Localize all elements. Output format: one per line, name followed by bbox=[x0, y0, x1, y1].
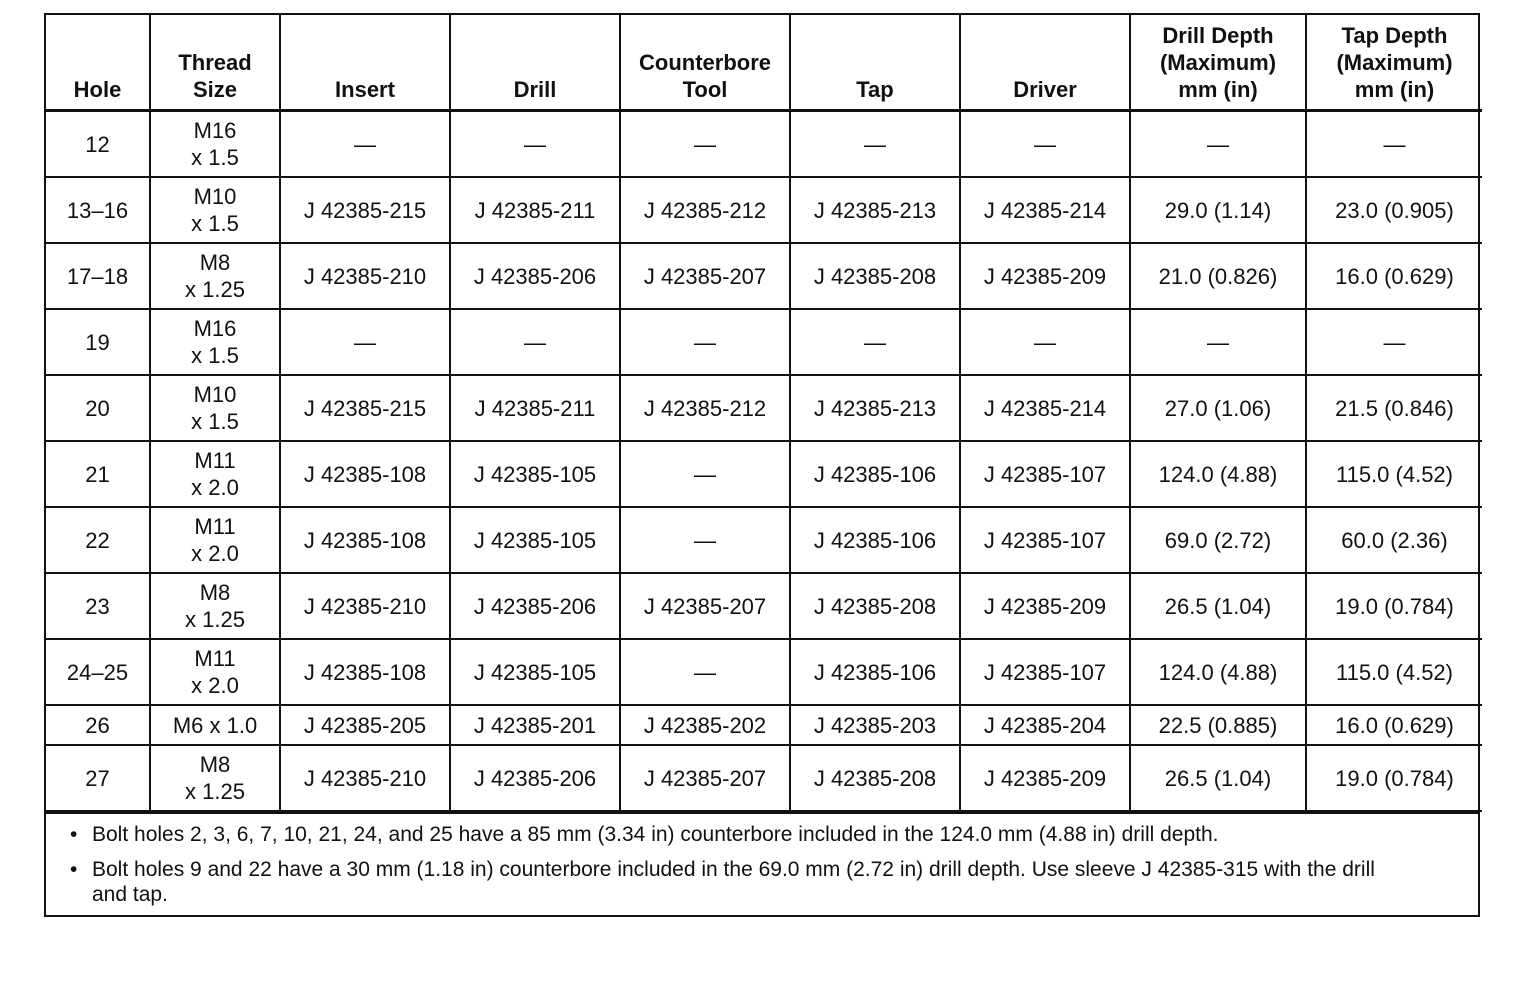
drill-depth-cell: 124.0 (4.88) bbox=[1130, 441, 1306, 507]
header-line: Tool bbox=[682, 77, 728, 102]
driver-cell: J 42385-107 bbox=[960, 507, 1130, 573]
insert-cell: J 42385-215 bbox=[280, 375, 450, 441]
table-row bbox=[46, 375, 1482, 441]
tap-cell: J 42385-106 bbox=[790, 507, 960, 573]
insert-cell: — bbox=[280, 309, 450, 375]
table-row bbox=[46, 507, 1482, 573]
table-row bbox=[46, 177, 1482, 243]
drill-cell: J 42385-206 bbox=[450, 745, 620, 811]
thread-size-cell bbox=[150, 309, 280, 375]
insert-cell: J 42385-215 bbox=[280, 177, 450, 243]
thread-size-line: x 2.0 bbox=[191, 541, 239, 566]
drill-depth-cell: — bbox=[1130, 309, 1306, 375]
thread-size-line: x 1.25 bbox=[185, 607, 245, 632]
bullet-icon: • bbox=[70, 858, 78, 881]
table-row bbox=[46, 705, 1482, 745]
drill-cell: J 42385-105 bbox=[450, 507, 620, 573]
hole-cell: 19 bbox=[46, 309, 150, 375]
table-row bbox=[46, 441, 1482, 507]
header-tap-depth bbox=[1306, 15, 1482, 111]
thread-size-line: x 1.5 bbox=[191, 409, 239, 434]
insert-cell: J 42385-210 bbox=[280, 243, 450, 309]
thread-size-line: x 1.5 bbox=[191, 145, 239, 170]
tap-cell: J 42385-208 bbox=[790, 243, 960, 309]
drill-cell: J 42385-105 bbox=[450, 441, 620, 507]
thread-size-cell bbox=[150, 573, 280, 639]
driver-cell: J 42385-209 bbox=[960, 573, 1130, 639]
drill-depth-cell: 29.0 (1.14) bbox=[1130, 177, 1306, 243]
driver-cell: J 42385-209 bbox=[960, 243, 1130, 309]
drill-cell: — bbox=[450, 309, 620, 375]
driver-cell: J 42385-204 bbox=[960, 705, 1130, 745]
header-row bbox=[46, 15, 1482, 111]
table-row bbox=[46, 111, 1482, 178]
note-text: Bolt holes 2, 3, 6, 7, 10, 21, 24, and 25 have a 85 mm (3.34 in) counterbore included in the 124.0 mm (4.88 in) drill depth. bbox=[92, 823, 1219, 846]
counterbore-tool-cell: J 42385-207 bbox=[620, 745, 790, 811]
header-line: Insert bbox=[335, 77, 395, 102]
hole-cell: 13–16 bbox=[46, 177, 150, 243]
insert-cell: J 42385-205 bbox=[280, 705, 450, 745]
thread-size-line: M10 bbox=[193, 382, 237, 407]
header-line: Drill Depth bbox=[1162, 23, 1274, 48]
insert-cell: J 42385-210 bbox=[280, 573, 450, 639]
thread-size-cell bbox=[150, 243, 280, 309]
header-line: Tap Depth bbox=[1341, 23, 1448, 48]
insert-cell: J 42385-108 bbox=[280, 639, 450, 705]
header-line: Counterbore bbox=[639, 50, 771, 75]
table-row bbox=[46, 243, 1482, 309]
hole-cell: 20 bbox=[46, 375, 150, 441]
notes-section bbox=[46, 812, 1478, 915]
tap-cell: J 42385-106 bbox=[790, 441, 960, 507]
counterbore-tool-cell: J 42385-202 bbox=[620, 705, 790, 745]
header-drill bbox=[450, 15, 620, 111]
note-text: Bolt holes 9 and 22 have a 30 mm (1.18 in) counterbore included in the 69.0 mm (2.72 in) drill depth. Use sleeve J 42385-315 with the drill and tap. bbox=[92, 858, 1375, 906]
thread-size-line: M11 bbox=[194, 646, 236, 671]
counterbore-tool-cell: J 42385-207 bbox=[620, 573, 790, 639]
note-item bbox=[70, 822, 1382, 847]
header-line: Drill bbox=[513, 77, 557, 102]
drill-cell: J 42385-105 bbox=[450, 639, 620, 705]
header-line: (Maximum) bbox=[1159, 50, 1277, 75]
driver-cell: — bbox=[960, 111, 1130, 178]
drill-cell: J 42385-201 bbox=[450, 705, 620, 745]
header-line: Hole bbox=[73, 77, 122, 102]
thread-size-line: M16 bbox=[193, 316, 237, 341]
counterbore-tool-cell: — bbox=[620, 507, 790, 573]
counterbore-tool-cell: — bbox=[620, 441, 790, 507]
thread-size-line: M8 bbox=[199, 752, 231, 777]
thread-size-line: M8 bbox=[199, 250, 231, 275]
tap-depth-cell: 21.5 (0.846) bbox=[1306, 375, 1482, 441]
drill-depth-cell: 21.0 (0.826) bbox=[1130, 243, 1306, 309]
drill-cell: J 42385-206 bbox=[450, 243, 620, 309]
drill-cell: J 42385-211 bbox=[450, 375, 620, 441]
header-insert bbox=[280, 15, 450, 111]
thread-size-line: M11 bbox=[194, 514, 236, 539]
hole-cell: 22 bbox=[46, 507, 150, 573]
thread-size-line: M8 bbox=[199, 580, 231, 605]
drill-depth-cell: 124.0 (4.88) bbox=[1130, 639, 1306, 705]
tap-cell: J 42385-203 bbox=[790, 705, 960, 745]
thread-size-line: M11 bbox=[194, 448, 236, 473]
hole-cell: 23 bbox=[46, 573, 150, 639]
driver-cell: — bbox=[960, 309, 1130, 375]
specification-sheet bbox=[44, 13, 1480, 917]
thread-size-cell bbox=[150, 111, 280, 178]
drill-cell: — bbox=[450, 111, 620, 178]
thread-size-cell bbox=[150, 705, 280, 745]
thread-size-line: M16 bbox=[193, 118, 237, 143]
table-body bbox=[46, 111, 1482, 812]
bullet-icon: • bbox=[70, 823, 78, 846]
hole-cell: 21 bbox=[46, 441, 150, 507]
header-thread-size bbox=[150, 15, 280, 111]
drill-depth-cell: — bbox=[1130, 111, 1306, 178]
tap-depth-cell: 19.0 (0.784) bbox=[1306, 573, 1482, 639]
counterbore-tool-cell: — bbox=[620, 309, 790, 375]
tap-depth-cell: 19.0 (0.784) bbox=[1306, 745, 1482, 811]
header-hole bbox=[46, 15, 150, 111]
table-row bbox=[46, 639, 1482, 705]
tool-specification-table bbox=[46, 15, 1482, 812]
counterbore-tool-cell: J 42385-212 bbox=[620, 375, 790, 441]
header-line: Driver bbox=[1013, 77, 1077, 102]
thread-size-line: x 1.25 bbox=[185, 779, 245, 804]
header-drill-depth bbox=[1130, 15, 1306, 111]
thread-size-line: x 1.25 bbox=[185, 277, 245, 302]
counterbore-tool-cell: J 42385-212 bbox=[620, 177, 790, 243]
tap-depth-cell: 115.0 (4.52) bbox=[1306, 441, 1482, 507]
thread-size-line: x 1.5 bbox=[191, 211, 239, 236]
thread-size-line: x 2.0 bbox=[191, 673, 239, 698]
header-driver bbox=[960, 15, 1130, 111]
thread-size-cell bbox=[150, 639, 280, 705]
tap-depth-cell: — bbox=[1306, 309, 1482, 375]
tap-depth-cell: 60.0 (2.36) bbox=[1306, 507, 1482, 573]
thread-size-cell bbox=[150, 375, 280, 441]
drill-cell: J 42385-206 bbox=[450, 573, 620, 639]
hole-cell: 24–25 bbox=[46, 639, 150, 705]
driver-cell: J 42385-214 bbox=[960, 375, 1130, 441]
drill-depth-cell: 27.0 (1.06) bbox=[1130, 375, 1306, 441]
header-tap bbox=[790, 15, 960, 111]
counterbore-tool-cell: J 42385-207 bbox=[620, 243, 790, 309]
insert-cell: J 42385-108 bbox=[280, 507, 450, 573]
tap-cell: J 42385-213 bbox=[790, 177, 960, 243]
tap-cell: — bbox=[790, 111, 960, 178]
tap-depth-cell: 23.0 (0.905) bbox=[1306, 177, 1482, 243]
drill-depth-cell: 26.5 (1.04) bbox=[1130, 745, 1306, 811]
drill-cell: J 42385-211 bbox=[450, 177, 620, 243]
insert-cell: J 42385-108 bbox=[280, 441, 450, 507]
tap-cell: J 42385-208 bbox=[790, 745, 960, 811]
table-row bbox=[46, 745, 1482, 811]
hole-cell: 12 bbox=[46, 111, 150, 178]
tap-cell: J 42385-106 bbox=[790, 639, 960, 705]
thread-size-line: x 1.5 bbox=[191, 343, 239, 368]
hole-cell: 27 bbox=[46, 745, 150, 811]
table-row bbox=[46, 309, 1482, 375]
header-line: (Maximum) bbox=[1336, 50, 1453, 75]
tap-cell: J 42385-208 bbox=[790, 573, 960, 639]
driver-cell: J 42385-214 bbox=[960, 177, 1130, 243]
driver-cell: J 42385-209 bbox=[960, 745, 1130, 811]
note-item bbox=[70, 857, 1382, 907]
tap-depth-cell: 16.0 (0.629) bbox=[1306, 243, 1482, 309]
hole-cell: 17–18 bbox=[46, 243, 150, 309]
header-line: mm (in) bbox=[1178, 77, 1258, 102]
header-line: Thread bbox=[178, 50, 252, 75]
thread-size-line: x 2.0 bbox=[191, 475, 239, 500]
driver-cell: J 42385-107 bbox=[960, 639, 1130, 705]
thread-size-cell bbox=[150, 507, 280, 573]
thread-size-cell bbox=[150, 177, 280, 243]
tap-depth-cell: 115.0 (4.52) bbox=[1306, 639, 1482, 705]
table-row bbox=[46, 573, 1482, 639]
header-line: Tap bbox=[856, 77, 894, 102]
tap-depth-cell: 16.0 (0.629) bbox=[1306, 705, 1482, 745]
header-line: mm (in) bbox=[1354, 77, 1435, 102]
insert-cell: — bbox=[280, 111, 450, 178]
insert-cell: J 42385-210 bbox=[280, 745, 450, 811]
drill-depth-cell: 22.5 (0.885) bbox=[1130, 705, 1306, 745]
drill-depth-cell: 69.0 (2.72) bbox=[1130, 507, 1306, 573]
tap-cell: J 42385-213 bbox=[790, 375, 960, 441]
tap-depth-cell: — bbox=[1306, 111, 1482, 178]
thread-size-cell bbox=[150, 441, 280, 507]
thread-size-line: M10 bbox=[193, 184, 237, 209]
hole-cell: 26 bbox=[46, 705, 150, 745]
tap-cell: — bbox=[790, 309, 960, 375]
counterbore-tool-cell: — bbox=[620, 111, 790, 178]
counterbore-tool-cell: — bbox=[620, 639, 790, 705]
header-line: Size bbox=[192, 77, 238, 102]
header-counterbore-tool bbox=[620, 15, 790, 111]
thread-size-line: M6 x 1.0 bbox=[172, 712, 258, 738]
thread-size-cell bbox=[150, 745, 280, 811]
drill-depth-cell: 26.5 (1.04) bbox=[1130, 573, 1306, 639]
driver-cell: J 42385-107 bbox=[960, 441, 1130, 507]
